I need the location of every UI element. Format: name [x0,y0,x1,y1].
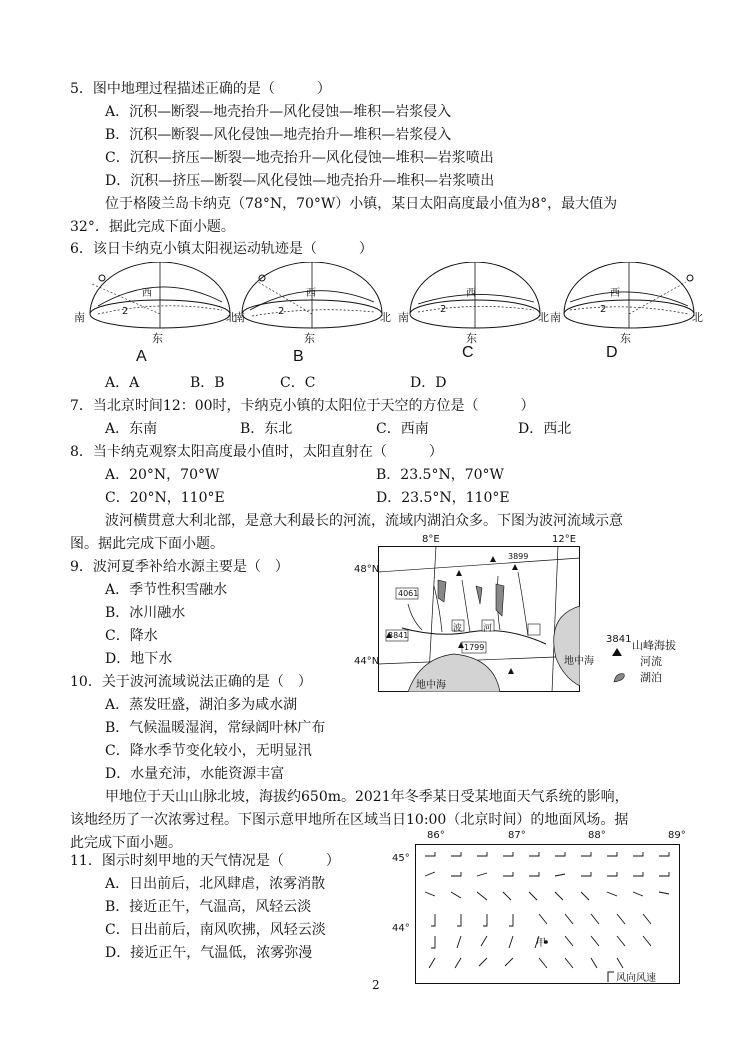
map1-peak-3841: 3841 [388,631,409,640]
svg-text:西: 西 [610,288,620,299]
q10-option-b: B．气候温暖湿润，常绿阔叶林广布 [105,720,326,736]
peak-triangle-icon [612,648,622,656]
q6-option-c: C．C [280,375,316,391]
q5-stem: 5．图中地理过程描述正确的是（ ） [70,81,331,97]
map1-lat-48n: 48°N [354,564,380,575]
diagram-c-south: 南 [398,311,409,324]
svg-text:2: 2 [440,304,447,315]
q6-option-b: B．B [190,375,225,391]
diagram-caption-d: D [606,344,618,361]
map1-sea-left: 地中海 [416,680,446,691]
q9-option-b: B．冰川融水 [105,605,186,621]
map2-lat-45: 45° [392,853,410,864]
q8-option-a: A．20°N，70°W [105,467,220,483]
map2-lon-88: 88° [588,830,606,841]
map2-legend: 风向风速 [616,973,656,984]
q8-option-c: C．20°N，110°E [105,490,225,506]
q6-option-a: A．A [105,375,140,391]
svg-text:2: 2 [600,304,607,315]
map1-legend-peak-value: 3841 [606,634,632,645]
svg-text:西: 西 [142,288,152,299]
intro1-line2: 32°．据此完成下面小题。 [70,219,235,235]
diagram-c-north: 北 [538,311,549,324]
svg-text:2: 2 [122,306,129,317]
q5-option-a: A．沉积—断裂—地壳抬升—风化侵蚀—堆积—岩浆侵入 [105,104,452,120]
wind-field-map [415,844,680,984]
diagram-b-south: 南 [234,311,245,324]
q11-option-b: B．接近正午，气温高，风轻云淡 [105,899,312,915]
map1-legend-river: 河流 [640,655,662,668]
q7-option-d: D．西北 [518,421,572,437]
svg-text:西: 西 [466,288,476,299]
q6-option-d: D．D [410,375,447,391]
diagram-a-north: 北 [226,311,237,324]
diagram-caption-a: A [136,348,147,365]
q10-stem: 10．关于波河流域说法正确的是（ ） [70,674,312,690]
q7-option-a: A．东南 [105,421,158,437]
diagram-caption-c: C [462,344,474,361]
lake-icon [612,670,628,684]
svg-text:2: 2 [278,306,285,317]
po-river-basin-map [378,546,580,692]
map1-legend-peak: 山峰海拔 [632,639,676,652]
diagram-c-east: 东 [466,332,477,345]
q9-option-a: A．季节性积雪融水 [105,582,228,598]
map1-river-char-he: 河 [483,624,493,634]
q10-option-d: D．水量充沛，水能资源丰富 [105,766,285,782]
diagram-b-north: 北 [380,311,391,324]
map2-lon-86: 86° [427,830,445,841]
diagram-d-north: 北 [692,311,703,324]
map1-lon-8e: 8°E [422,534,440,545]
map1-lat-44n: 44°N [354,656,380,667]
page-number: 2 [372,978,380,992]
q9-stem: 9．波河夏季补给水源主要是（ ） [70,559,289,575]
q5-option-c: C．沉积—挤压—断裂—地壳抬升—风化侵蚀—堆积—岩浆喷出 [105,150,494,166]
q11-option-d: D．接近正午，气温低，浓雾弥漫 [105,945,313,961]
map1-lon-12e: 12°E [552,534,577,545]
q8-option-d: D．23.5°N，110°E [376,490,510,506]
q10-option-a: A．蒸发旺盛，湖泊多为咸水湖 [105,697,298,713]
q7-stem: 7．当北京时间12：00时，卡纳克小镇的太阳位于天空的方位是（ ） [70,398,535,414]
q5-option-b: B．沉积—断裂—风化侵蚀—地壳抬升—堆积—岩浆侵入 [105,127,452,143]
map1-peak-1799: 1799 [464,643,485,652]
diagram-a-east: 东 [152,332,163,345]
diagram-d-east: 东 [620,332,631,345]
q7-option-b: B．东北 [240,421,293,437]
q10-option-c: C．降水季节变化较小，无明显汛 [105,743,312,759]
diagram-caption-b: B [293,348,304,365]
intro2-line2: 图。据此完成下面小题。 [70,536,224,552]
intro1-line1: 位于格陵兰岛卡纳克（78°N，70°W）小镇，某日太阳高度最小值为8°，最大值为 [105,196,618,212]
map1-legend-lake: 湖泊 [640,671,662,684]
map1-river-char-bo: 波 [453,624,463,634]
diagram-d-south: 南 [550,311,561,324]
q9-option-c: C．降水 [105,628,158,644]
map1-sea-right: 地中海 [564,656,594,667]
q8-stem: 8．当卡纳克观察太阳高度最小值时，太阳直射在（ ） [70,444,443,460]
intro2-line1: 波河横贯意大利北部，是意大利最长的河流，流域内湖泊众多。下图为波河流域示意 [105,513,623,529]
map1-peak-3899: 3899 [508,552,529,561]
intro3-line2: 该地经历了一次浓雾过程。下图示意甲地所在区域当日10:00（北京时间）的地面风场。据 [70,812,629,828]
diagram-b-east: 东 [304,332,315,345]
map2-lat-44: 44° [392,923,410,934]
svg-text:西: 西 [306,288,316,299]
q6-stem: 6．该日卡纳克小镇太阳视运动轨迹是（ ） [70,241,373,257]
q11-option-a: A．日出前后，北风肆虐，浓雾消散 [105,876,326,892]
map1-peak-4061: 4061 [398,589,419,598]
q11-option-c: C．日出前后，南风吹拂，风轻云淡 [105,922,326,938]
q11-stem: 11．图示时刻甲地的天气情况是（ ） [70,853,340,869]
intro3-line3: 此完成下面小题。 [70,835,182,851]
diagram-a-south: 南 [74,311,85,324]
q9-option-d: D．地下水 [105,651,173,667]
map2-place-jia: 甲 [536,938,546,949]
map2-lon-87: 87° [508,830,526,841]
map2-lon-89: 89° [668,830,686,841]
q7-option-c: C．西南 [376,421,429,437]
intro3-line1: 甲地位于天山山脉北坡，海拔约650m。2021年冬季某日受某地面天气系统的影响， [105,789,629,805]
q8-option-b: B．23.5°N，70°W [376,467,504,483]
q5-option-d: D．沉积—挤压—断裂—风化侵蚀—地壳抬升—堆积—岩浆喷出 [105,173,495,189]
